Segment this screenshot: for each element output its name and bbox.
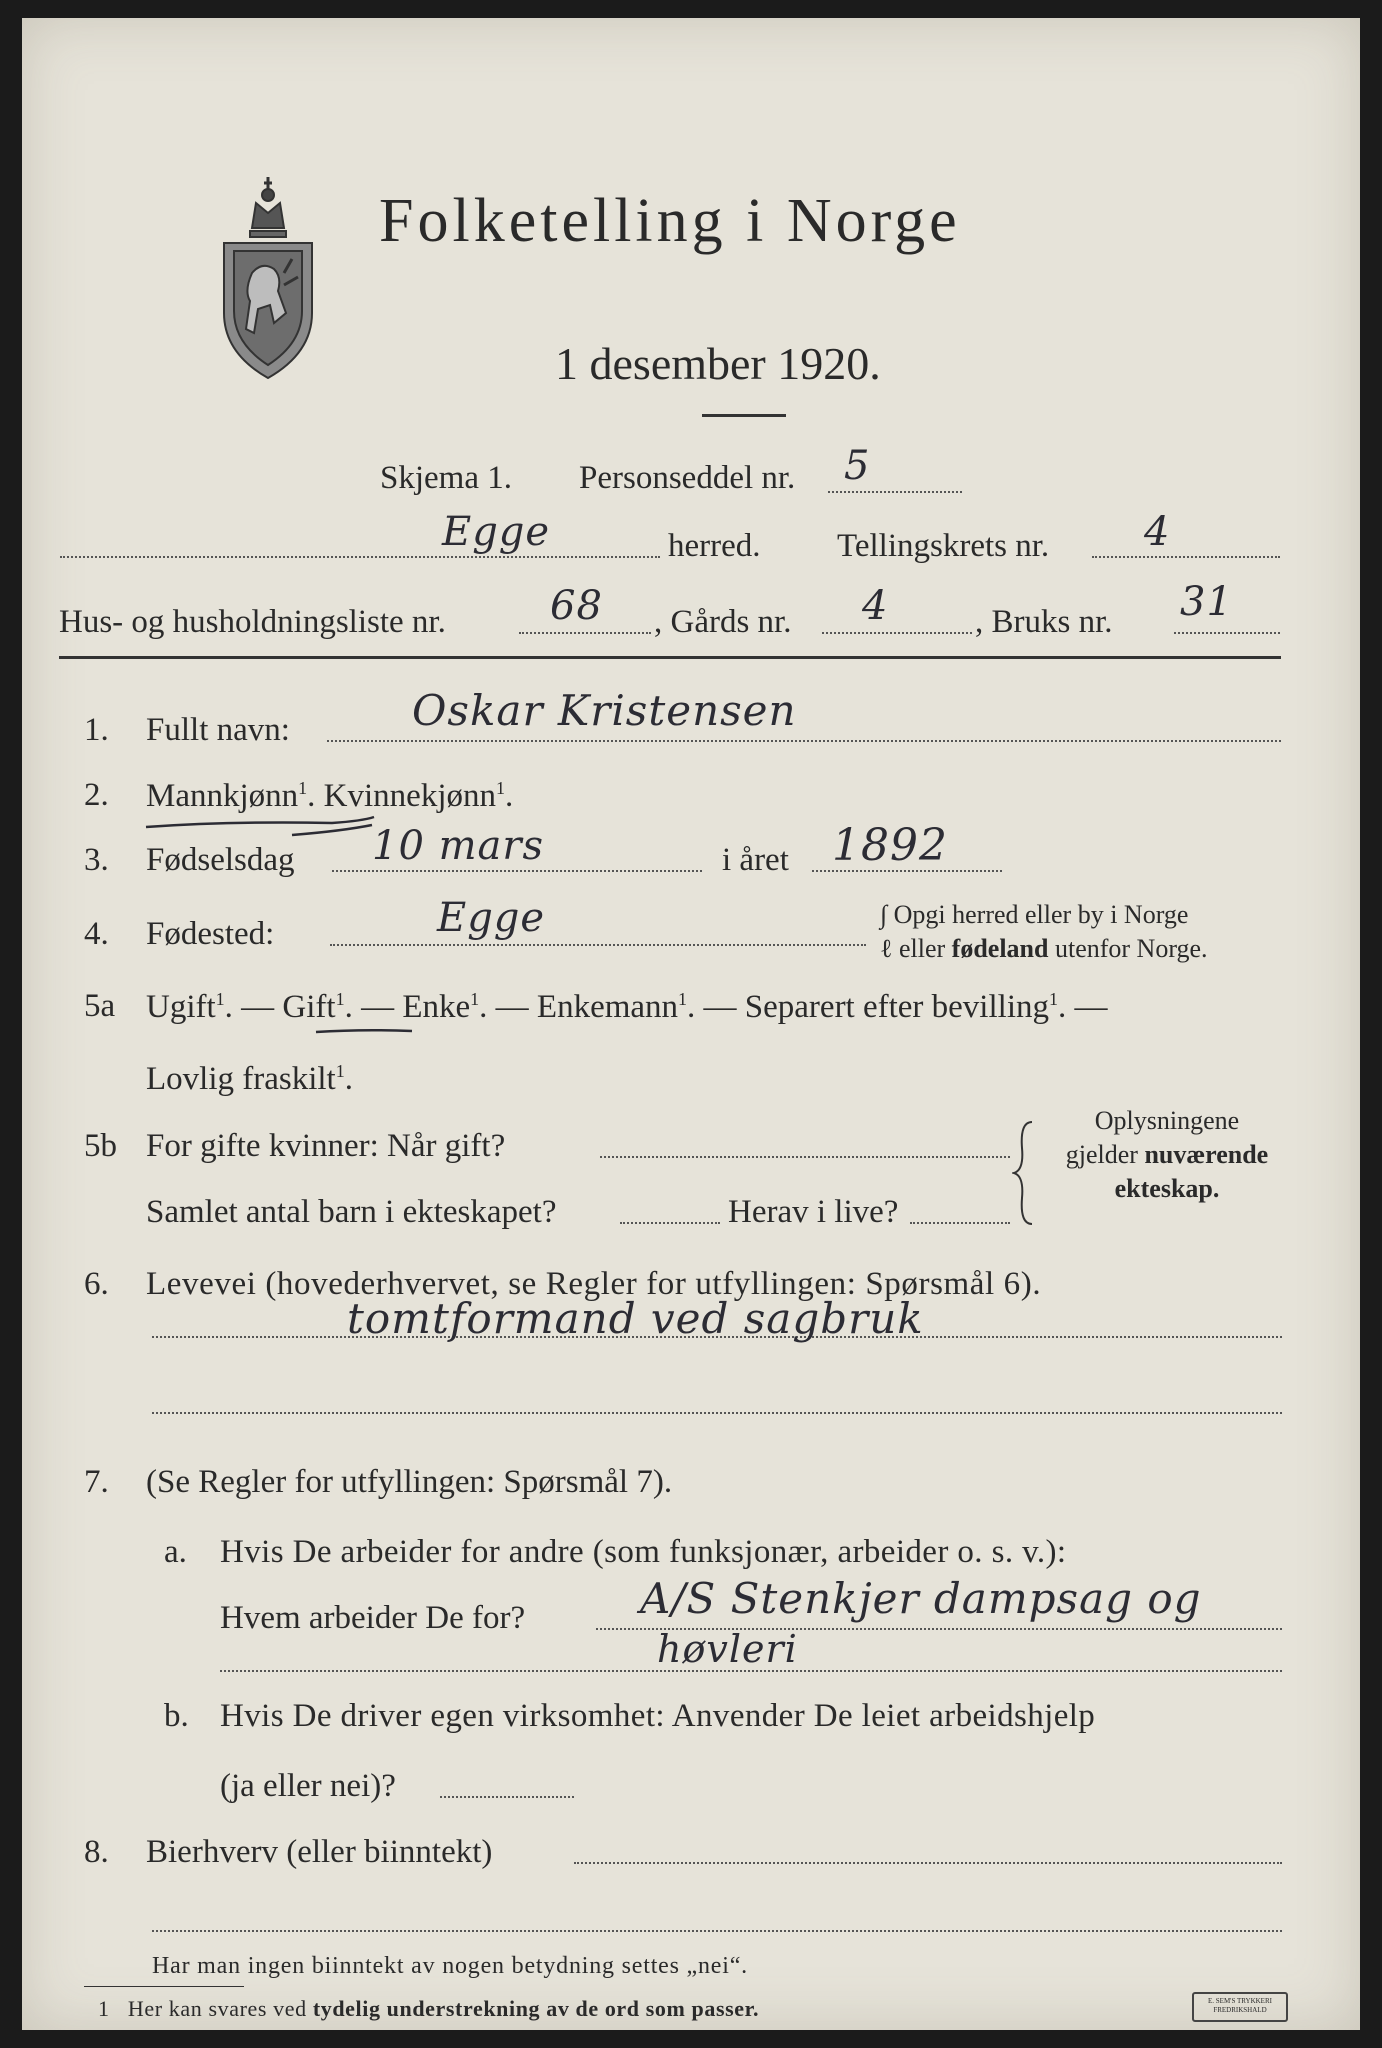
gards-number: 4	[862, 583, 889, 629]
birthplace-value: Egge	[437, 895, 546, 941]
q7b-text: Hvis De driver egen virksomhet: Anvender De leiet arbeidshjelp	[220, 1698, 1096, 1734]
household-list-label: Hus- og husholdningsliste nr.	[59, 604, 446, 640]
census-date: 1 desember 1920.	[555, 338, 881, 389]
personseddel-label: Personseddel nr.	[579, 460, 796, 496]
schema-label: Skjema 1.	[380, 460, 512, 496]
q4-note: ∫ Opgi herred eller by i Norge ℓ eller fødeland utenfor Norge.	[880, 900, 1208, 963]
household-list-number: 68	[550, 583, 603, 629]
male-underline-mark	[142, 813, 382, 843]
personseddel-number: 5	[844, 443, 871, 489]
header-divider	[59, 656, 1281, 659]
option-gift: Gift	[282, 989, 336, 1025]
option-separert: Separert efter bevilling	[744, 989, 1049, 1025]
q5a-number: 5a	[84, 988, 116, 1024]
title-divider	[702, 414, 786, 417]
q8-number: 8.	[84, 1834, 109, 1870]
q5b-label1: For gifte kvinner: Når gift?	[146, 1128, 506, 1164]
herred-label: herred.	[668, 528, 761, 564]
option-male: Mannkjønn	[146, 778, 299, 814]
q8-label: Bierhverv (eller biinntekt)	[146, 1834, 493, 1870]
sex-options: Mannkjønn$^1$. Kvinnekjønn$^1$.	[146, 778, 514, 814]
birth-day-value: 10 mars	[372, 823, 545, 869]
q5b-herav: Herav i live?	[728, 1194, 899, 1230]
gift-underline-mark	[312, 1024, 422, 1040]
employer-value-line1: A/S Stenkjer dampsag og	[640, 1574, 1202, 1623]
footnote: 1 Her kan svares ved tydelig understrekning av de ord som passer.	[98, 1996, 760, 2021]
q7a-text: Hvis De arbeider for andre (som funksjonær, arbeider o. s. v.):	[220, 1534, 1067, 1570]
q4-number: 4.	[84, 916, 109, 952]
q6-number: 6.	[84, 1266, 109, 1302]
q1-label: Fullt navn:	[146, 712, 290, 748]
birth-year-value: 1892	[832, 820, 948, 871]
year-label: i året	[722, 842, 789, 878]
q6-label: Levevei (hovederhvervet, se Regler for utfyllingen: Spørsmål 6).	[146, 1266, 1042, 1302]
q1-number: 1.	[84, 712, 109, 748]
q5b-note: Oplysningene gjelder nuværende ekteskap.	[1065, 1106, 1269, 1203]
coat-of-arms-icon	[212, 173, 324, 383]
q7-label: (Se Regler for utfyllingen: Spørsmål 7).	[146, 1464, 673, 1500]
q7b-letter: b.	[164, 1698, 189, 1734]
tellingskrets-label: Tellingskrets nr.	[837, 528, 1050, 564]
herred-value: Egge	[442, 509, 551, 555]
form-title: Folketelling i Norge	[379, 187, 961, 255]
q7a-question: Hvem arbeider De for?	[220, 1600, 526, 1636]
employer-value-line2: høvleri	[657, 1627, 798, 1671]
option-lovlig-fraskilt: Lovlig fraskilt$^1$.	[146, 1061, 353, 1097]
q3-number: 3.	[84, 842, 109, 878]
option-ugift: Ugift	[146, 989, 216, 1025]
q7b-text2: (ja eller nei)?	[220, 1768, 396, 1804]
printer-stamp: E. SEM'S TRYKKERI FREDRIKSHALD	[1192, 1992, 1288, 2022]
footnote-divider	[84, 1986, 244, 1987]
q5b-brace	[1012, 1118, 1042, 1228]
option-female: Kvinnekjønn	[323, 778, 496, 814]
q2-number: 2.	[84, 777, 109, 813]
tellingskrets-number: 4	[1144, 509, 1171, 555]
option-enkemann: Enkemann	[536, 989, 679, 1025]
option-enke: Enke	[402, 989, 471, 1025]
q4-label: Fødested:	[146, 916, 275, 952]
bruks-label: , Bruks nr.	[975, 604, 1113, 640]
q3-label: Fødselsdag	[146, 842, 295, 878]
footer-note: Har man ingen biinntekt av nogen betydning settes „nei“.	[152, 1953, 748, 1979]
q7-number: 7.	[84, 1464, 109, 1500]
occupation-value: tomtformand ved sagbruk	[347, 1294, 924, 1343]
q5b-label2: Samlet antal barn i ekteskapet?	[146, 1194, 557, 1230]
census-form-page	[22, 18, 1360, 2030]
bruks-number: 31	[1180, 579, 1233, 625]
gards-label: , Gårds nr.	[654, 604, 792, 640]
q5b-number: 5b	[84, 1128, 117, 1164]
full-name-value: Oskar Kristensen	[412, 686, 797, 735]
q7a-letter: a.	[164, 1534, 187, 1570]
marital-options: Ugift$^1$. — Gift$^1$. — Enke$^1$. — Enkemann$^1$. — Separert efter bevilling$^1$. —	[146, 989, 1108, 1025]
